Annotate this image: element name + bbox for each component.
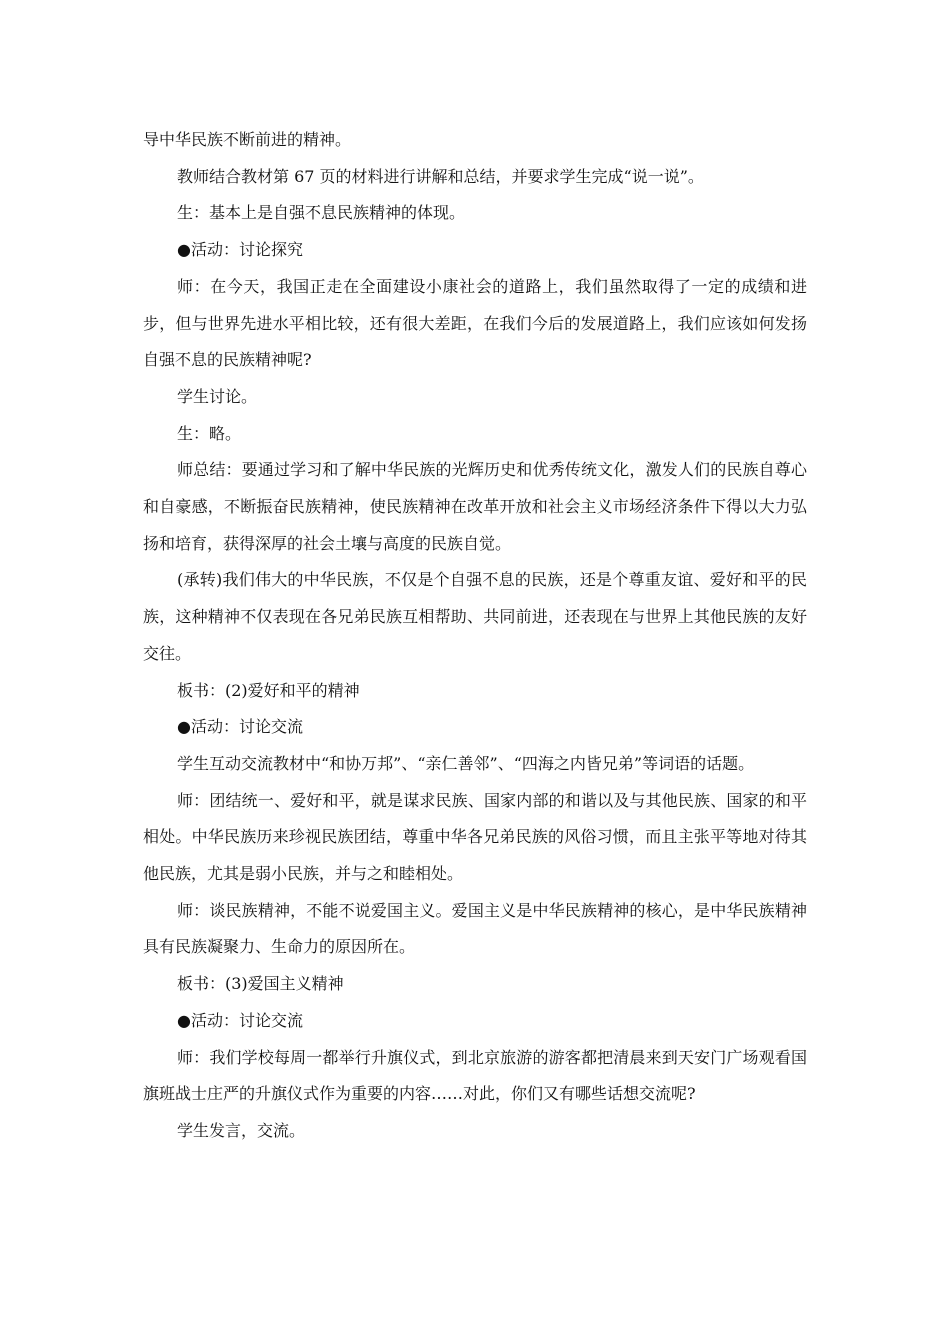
paragraph: (承转)我们伟大的中华民族，不仅是个自强不息的民族，还是个尊重友谊、爱好和平的民族，这种精神不仅表现在各兄弟民族互相帮助、共同前进，还表现在与世界上其他民族的友好交往。 <box>143 570 807 663</box>
activity-heading: ●活动：讨论交流 <box>177 717 303 737</box>
activity-heading: ●活动：讨论交流 <box>177 1010 303 1030</box>
paragraph: 生：基本上是自强不息民族精神的体现。 <box>177 203 466 223</box>
activity-heading: ●活动：讨论探究 <box>177 240 303 260</box>
paragraph: 师：在今天，我国正走在全面建设小康社会的道路上，我们虽然取得了一定的成绩和进步，但与世界先进水平相比较，还有很大差距，在我们今后的发展道路上，我们应该如何发扬自强不息的民族精神呢? <box>143 276 807 370</box>
document-body <box>143 122 807 1150</box>
paragraph: 学生发言，交流。 <box>177 1120 306 1140</box>
board-note: 板书：(3)爱国主义精神 <box>177 974 344 994</box>
paragraph: 学生互动交流教材中“和协万邦”、“亲仁善邻”、“四海之内皆兄弟”等词语的话题。 <box>177 753 755 773</box>
paragraph: 师：我们学校每周一都举行升旗仪式，到北京旅游的游客都把清晨来到天安门广场观看国旗班战士庄严的升旗仪式作为重要的内容……对此，你们又有哪些话想交流呢? <box>143 1047 807 1104</box>
paragraph: 生：略。 <box>177 423 242 443</box>
paragraph: 师：团结统一、爱好和平，就是谋求民族、国家内部的和谐以及与其他民族、国家的和平相处。中华民族历来珍视民族团结，尊重中华各兄弟民族的风俗习惯，而且主张平等地对待其他民族，尤其是弱小民族，并与之和睦相处。 <box>143 790 807 884</box>
paragraph: 师：谈民族精神，不能不说爱国主义。爱国主义是中华民族精神的核心，是中华民族精神具有民族凝聚力、生命力的原因所在。 <box>143 900 807 957</box>
paragraph: 师总结：要通过学习和了解中华民族的光辉历史和优秀传统文化，激发人们的民族自尊心和自豪感，不断振奋民族精神，使民族精神在改革开放和社会主义市场经济条件下得以大力弘扬和培育，获得深厚的社会土壤与高度的民族自觉。 <box>143 460 807 553</box>
paragraph: 学生讨论。 <box>177 386 258 406</box>
paragraph: 教师结合教材第 67 页的材料进行讲解和总结，并要求学生完成“说一说”。 <box>177 166 704 186</box>
paragraph: 导中华民族不断前进的精神。 <box>143 130 352 149</box>
board-note: 板书：(2)爱好和平的精神 <box>177 680 360 700</box>
